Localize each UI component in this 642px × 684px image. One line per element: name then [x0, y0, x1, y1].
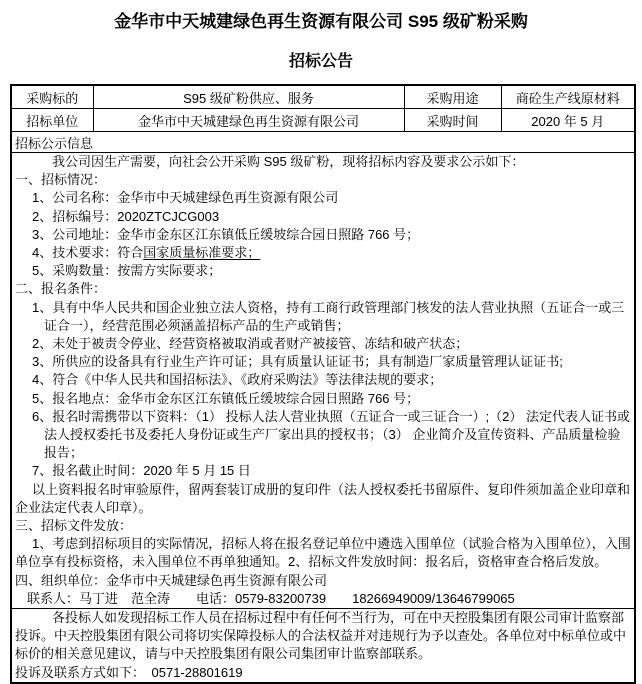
notice-line: 四、组织单位：金华市中天城建绿色再生资源有限公司 — [15, 572, 328, 588]
notice-line: 4、符合《中华人民共和国招标法》、《政府采购法》等法律法规的要求； — [32, 372, 443, 388]
notice-line: 各投标人如发现招标工作人员在招标过程中有任何不当行为，可在中天控股集团有限公司审计监察部投诉。中天控股集团有限公司将切实保障投标人的合法权益并对违规行为予以查处。各单位对中标单位或中标价的相关意见建议，请与中天控股集团有限公司集团审计监察部联系。 — [15, 610, 627, 662]
notice-line: 3、所供应的设备具有行业生产许可证；具有质量认证证书；具有制造厂家质量管理认证证书; — [32, 354, 563, 370]
table-row — [11, 609, 635, 683]
notice-line: 4、技术要求：符合国家质量标准要求； — [32, 245, 261, 261]
notice-line: 联系人：马丁进 范全涛 电话：0579-83200739 18266949009/13646799065 — [27, 590, 515, 606]
notice-line: 2、招标编号：2020ZTCJCG003 — [32, 208, 220, 224]
table-row — [11, 109, 635, 132]
notice-line: 2、未处于被责令停业、经营资格被取消或者财产被接管、冻结和破产状态； — [32, 336, 469, 352]
notice-line: 我公司因生产需要，向社会公开采购 S95 级矿粉，现将招标内容及要求公示如下： — [52, 154, 525, 169]
notice-line: 1、公司名称：金华市中天城建绿色再生资源有限公司 — [32, 190, 339, 206]
purchase-subject-value: S95 级矿粉供应、服务 — [93, 85, 404, 109]
notice-line: 1、考虑到招标项目的实际情况，招标人将在报名登记单位中遴选入围单位（试验合格为入围单位），入围单位享有投标资格，未入围单位不再单独通知。2、招标文件发放时间：报名后，资格审查合格后发放。 — [15, 536, 631, 570]
notice-line: 三、招标文件发放： — [15, 518, 133, 534]
complaint-section — [11, 609, 635, 683]
purchase-time-label: 采购时间 — [404, 109, 501, 132]
tender-unit-label: 招标单位 — [11, 109, 93, 132]
notice-line: 7、报名截止时间：2020 年 5 月 15 日 — [32, 463, 251, 479]
purchase-use-label: 采购用途 — [404, 85, 501, 109]
table-row — [11, 153, 635, 609]
purchase-use-value: 商砼生产线原材料 — [501, 85, 635, 109]
notice-line: 6、报名时需携带以下资料：（1） 投标人法人营业执照（五证合一或三证合一）;（2） 法定代表人证书或法人授权委托书及委托人身份证或生产厂家出具的授权书；（3） 企业简介及宣传资料、产品质量检验报告； — [32, 408, 631, 461]
notice-line: 3、公司地址：金华市金东区江东镇低丘缓坡综合园日照路 766 号； — [32, 226, 420, 242]
notice-line: 以上资料报名时审验原件，留两套装订成册的复印件（法人授权委托书留原件、复印件须加盖企业印章和企业法定代表人印章）。 — [15, 481, 631, 515]
table-row — [11, 85, 635, 109]
notice-line: 二、报名条件： — [15, 281, 107, 297]
notice-line: 5、采购数量：按需方实际要求； — [32, 263, 222, 279]
notice-line: 投诉及联系方式如下： 0571-28801619 — [15, 664, 243, 680]
notice-line: 5、报名地点：金华市金东区江东镇低丘缓坡综合园日照路 766 号； — [32, 390, 420, 406]
purchase-subject-label: 采购标的 — [11, 85, 93, 109]
notice-line: 一、招标情况： — [15, 172, 107, 188]
notice-line: 1、具有中华人民共和国企业独立法人资格，持有工商行政管理部门核发的法人营业执照（五证合一或三证合一），经营范围必须涵盖招标产品的生产或销售； — [32, 299, 625, 333]
notice-body — [11, 153, 635, 609]
tender-unit-value: 金华市中天城建绿色再生资源有限公司 — [93, 109, 404, 132]
tender-info-table — [10, 84, 636, 684]
table-row — [11, 132, 635, 153]
document-title: 金华市中天城建绿色再生资源有限公司 S95 级矿粉采购 — [114, 12, 528, 31]
notice-section-header: 招标公示信息 — [11, 132, 635, 153]
purchase-time-value: 2020 年 5 月 — [501, 109, 635, 132]
underlined-requirement-text: 国家质量标准要求； — [143, 245, 261, 261]
document-subtitle: 招标公告 — [288, 53, 353, 70]
